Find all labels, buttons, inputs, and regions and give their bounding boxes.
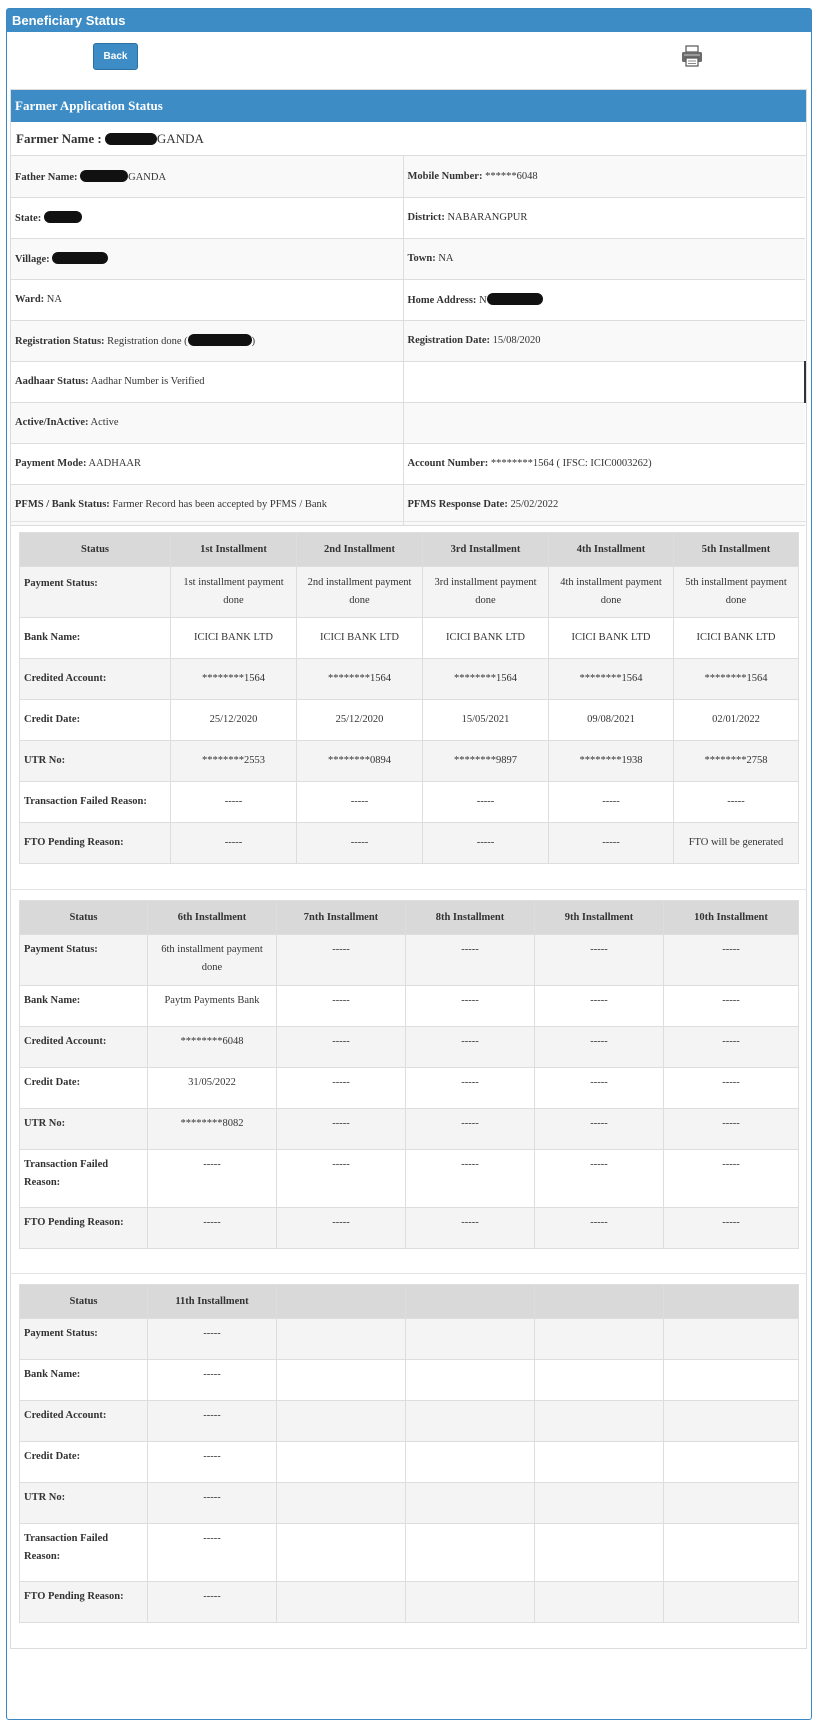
town-cell <box>403 238 805 279</box>
pfms-date-cell <box>403 484 805 525</box>
table-cell: ----- <box>423 782 549 823</box>
active-inactive-value: Active <box>90 417 119 428</box>
row-label: Credited Account: <box>20 1401 148 1442</box>
registration-date-value: 15/08/2020 <box>492 335 541 346</box>
row-label: Credit Date: <box>20 700 171 741</box>
table-cell: ----- <box>277 986 406 1027</box>
ward-cell <box>11 279 403 320</box>
table-cell <box>406 1483 535 1524</box>
table-cell: 15/05/2021 <box>423 700 549 741</box>
installment-header: 1st Installment <box>171 533 297 567</box>
table-cell <box>664 1483 799 1524</box>
row-label: Payment Status: <box>20 935 148 986</box>
installment-header: 10th Installment <box>664 901 799 935</box>
table-cell <box>277 1401 406 1442</box>
payment-mode-value: AADHAAR <box>88 458 141 469</box>
table-row <box>20 741 799 782</box>
farmer-info-grid <box>11 156 806 526</box>
installment-header: 9th Installment <box>535 901 664 935</box>
table-cell <box>535 1483 664 1524</box>
table-cell: ----- <box>406 986 535 1027</box>
farmer-name-value: GANDA <box>156 131 204 146</box>
table-row <box>20 1401 799 1442</box>
table-row <box>20 1109 799 1150</box>
table-cell: ----- <box>148 1442 277 1483</box>
status-header: Status <box>20 901 148 935</box>
table-row <box>20 659 799 700</box>
table-cell: ----- <box>148 1360 277 1401</box>
status-header: Status <box>20 533 171 567</box>
installment-header: 11th Installment <box>148 1285 277 1319</box>
father-name-value: GANDA <box>128 171 167 183</box>
table-cell: ICICI BANK LTD <box>297 618 423 659</box>
table-row <box>20 1150 799 1208</box>
ward-value: NA <box>46 294 62 305</box>
village-cell <box>11 238 403 279</box>
table-row <box>20 1360 799 1401</box>
table-cell: ----- <box>277 1208 406 1249</box>
table-cell: ----- <box>406 1027 535 1068</box>
table-cell: ICICI BANK LTD <box>674 618 799 659</box>
back-button[interactable]: Back <box>93 43 138 70</box>
aadhaar-status-value: Aadhar Number is Verified <box>90 376 205 387</box>
table-row <box>20 823 799 864</box>
table-cell <box>277 1483 406 1524</box>
table-cell: ----- <box>277 1068 406 1109</box>
table-cell: ********1564 <box>549 659 674 700</box>
table-cell: ----- <box>148 1401 277 1442</box>
status-header: Status <box>20 1285 148 1319</box>
table-cell: ----- <box>406 1109 535 1150</box>
farmer-name-row <box>11 122 806 156</box>
table-header-row <box>20 533 799 567</box>
table-cell: ----- <box>674 782 799 823</box>
table-cell: ----- <box>406 1150 535 1208</box>
aadhaar-status-label: Aadhaar Status: <box>15 376 89 387</box>
row-label: Transaction Failed Reason: <box>20 1150 148 1208</box>
mobile-value: ******6048 <box>485 170 538 182</box>
table-cell <box>664 1401 799 1442</box>
row-label: UTR No: <box>20 1483 148 1524</box>
table-cell <box>277 1582 406 1623</box>
registration-status-suffix: ) <box>251 336 256 347</box>
table-cell: ----- <box>535 1027 664 1068</box>
table-cell: 2nd installment payment done <box>297 567 423 618</box>
table-cell <box>535 1360 664 1401</box>
table-row <box>20 1582 799 1623</box>
table-cell: 02/01/2022 <box>674 700 799 741</box>
empty-cell <box>403 361 805 402</box>
table-cell: ----- <box>297 782 423 823</box>
table-cell <box>535 1582 664 1623</box>
table-cell: ----- <box>297 823 423 864</box>
table-row <box>20 618 799 659</box>
row-label: Bank Name: <box>20 1360 148 1401</box>
table-cell: ----- <box>664 1150 799 1208</box>
table-cell: 25/12/2020 <box>171 700 297 741</box>
table-cell: ICICI BANK LTD <box>171 618 297 659</box>
table-cell: ----- <box>664 935 799 986</box>
table-cell: Paytm Payments Bank <box>148 986 277 1027</box>
town-label: Town: <box>407 253 436 264</box>
table-cell: ICICI BANK LTD <box>549 618 674 659</box>
table-cell: 4th installment payment done <box>549 567 674 618</box>
installment-header: 4th Installment <box>549 533 674 567</box>
table-row <box>20 935 799 986</box>
table-cell: ********8082 <box>148 1109 277 1150</box>
table-cell: ----- <box>148 1483 277 1524</box>
table-row <box>20 986 799 1027</box>
pfms-status-value: Farmer Record has been accepted by PFMS / Bank <box>112 499 328 510</box>
table-cell <box>664 1524 799 1582</box>
table-cell <box>535 1319 664 1360</box>
table-cell: ********2553 <box>171 741 297 782</box>
account-number-cell <box>403 443 805 484</box>
table-cell: 6th installment payment done <box>148 935 277 986</box>
table-cell: 09/08/2021 <box>549 700 674 741</box>
table-cell <box>277 1442 406 1483</box>
table-cell: ********1564 <box>297 659 423 700</box>
table-cell <box>277 1524 406 1582</box>
mobile-label: Mobile Number: <box>407 170 483 182</box>
district-value: NABARANGPUR <box>447 212 528 223</box>
mobile-cell <box>403 156 805 197</box>
table-cell: ----- <box>423 823 549 864</box>
table-cell: ----- <box>277 1109 406 1150</box>
district-cell <box>403 197 805 238</box>
table-cell <box>406 1582 535 1623</box>
installment-header: 2nd Installment <box>297 533 423 567</box>
table-cell: ----- <box>171 823 297 864</box>
table-cell: ----- <box>535 1109 664 1150</box>
installment-header <box>664 1285 799 1319</box>
account-number-value: ********1564 ( IFSC: ICIC0003262) <box>490 458 652 469</box>
table-cell: ----- <box>535 935 664 986</box>
table-cell <box>406 1524 535 1582</box>
table-cell: ----- <box>277 1027 406 1068</box>
registration-status-label: Registration Status: <box>15 336 105 347</box>
registration-date-label: Registration Date: <box>407 335 491 346</box>
installment-header: 3rd Installment <box>423 533 549 567</box>
table-cell: ********9897 <box>423 741 549 782</box>
printer-icon[interactable] <box>680 44 704 68</box>
installment-header: 8th Installment <box>406 901 535 935</box>
table-cell: ICICI BANK LTD <box>423 618 549 659</box>
panel-title: Beneficiary Status <box>7 9 811 32</box>
table-cell: 3rd installment payment done <box>423 567 549 618</box>
table-cell: ----- <box>535 1068 664 1109</box>
village-label: Village: <box>15 254 50 265</box>
row-label: FTO Pending Reason: <box>20 1582 148 1623</box>
table-row <box>20 700 799 741</box>
table-cell: ----- <box>535 986 664 1027</box>
installment-header: 7nth Installment <box>277 901 406 935</box>
table-header-row <box>20 901 799 935</box>
table-cell: ----- <box>148 1524 277 1582</box>
redacted-value <box>188 334 252 346</box>
table-cell: ********0894 <box>297 741 423 782</box>
table-cell: ----- <box>406 1208 535 1249</box>
farmer-name-label: Farmer Name : <box>16 131 102 146</box>
installment-header <box>277 1285 406 1319</box>
table-cell: ----- <box>664 1208 799 1249</box>
table-cell: ----- <box>148 1208 277 1249</box>
table-cell <box>664 1319 799 1360</box>
installments-section-3 <box>10 1273 807 1623</box>
town-value: NA <box>438 253 454 264</box>
row-label: UTR No: <box>20 741 171 782</box>
table-cell <box>535 1524 664 1582</box>
registration-date-cell <box>403 320 805 361</box>
row-label: Credited Account: <box>20 659 171 700</box>
application-status-title: Farmer Application Status <box>11 90 806 122</box>
table-cell: ----- <box>664 1109 799 1150</box>
state-cell <box>11 197 403 238</box>
ward-label: Ward: <box>15 294 45 305</box>
table-cell: ********1564 <box>171 659 297 700</box>
table-cell <box>406 1442 535 1483</box>
row-label: Transaction Failed Reason: <box>20 782 171 823</box>
installments-section-2 <box>10 889 807 1249</box>
installments-table-1 <box>19 532 799 864</box>
row-label: Credit Date: <box>20 1068 148 1109</box>
pfms-status-cell <box>11 484 403 525</box>
payment-mode-label: Payment Mode: <box>15 458 87 469</box>
table-cell: ----- <box>148 1319 277 1360</box>
table-cell <box>406 1319 535 1360</box>
home-address-label: Home Address: <box>407 295 477 306</box>
table-row <box>20 782 799 823</box>
table-cell: ----- <box>277 935 406 986</box>
father-name-label: Father Name: <box>15 171 78 183</box>
installments-section-1 <box>10 521 807 864</box>
table-cell: ********1938 <box>549 741 674 782</box>
row-label: Bank Name: <box>20 986 148 1027</box>
row-label: Payment Status: <box>20 567 171 618</box>
table-cell: ----- <box>277 1150 406 1208</box>
home-address-cell <box>403 279 805 320</box>
empty-cell <box>403 402 805 443</box>
row-label: Payment Status: <box>20 1319 148 1360</box>
table-cell <box>406 1401 535 1442</box>
installment-header <box>535 1285 664 1319</box>
account-number-label: Account Number: <box>407 458 489 469</box>
pfms-date-label: PFMS Response Date: <box>407 499 508 510</box>
redacted-value <box>52 252 108 264</box>
table-cell: ----- <box>549 782 674 823</box>
row-label: Credited Account: <box>20 1027 148 1068</box>
row-label: Credit Date: <box>20 1442 148 1483</box>
table-row <box>20 1068 799 1109</box>
redacted-value <box>44 211 82 223</box>
table-row <box>20 1319 799 1360</box>
redacted-value <box>487 293 543 305</box>
state-label: State: <box>15 213 42 224</box>
table-cell <box>277 1360 406 1401</box>
table-cell: ----- <box>664 986 799 1027</box>
table-cell: ----- <box>535 1208 664 1249</box>
installments-table-2 <box>19 900 799 1249</box>
table-row <box>20 1208 799 1249</box>
table-row <box>20 1027 799 1068</box>
beneficiary-status-panel <box>6 8 812 1720</box>
row-label: FTO Pending Reason: <box>20 1208 148 1249</box>
table-cell: ----- <box>664 1068 799 1109</box>
table-row <box>20 1483 799 1524</box>
redacted-value <box>80 170 128 182</box>
table-cell: ----- <box>406 1068 535 1109</box>
table-cell: ********1564 <box>674 659 799 700</box>
table-cell <box>406 1360 535 1401</box>
pfms-date-value: 25/02/2022 <box>510 499 559 510</box>
table-header-row <box>20 1285 799 1319</box>
table-cell: ********2758 <box>674 741 799 782</box>
home-address-value: N <box>479 295 487 306</box>
table-cell <box>277 1319 406 1360</box>
active-inactive-cell <box>11 402 403 443</box>
active-inactive-label: Active/InActive: <box>15 417 89 428</box>
installment-header: 5th Installment <box>674 533 799 567</box>
table-cell: ----- <box>535 1150 664 1208</box>
table-cell: 5th installment payment done <box>674 567 799 618</box>
redacted-value <box>105 133 157 145</box>
table-cell: 25/12/2020 <box>297 700 423 741</box>
table-cell: ----- <box>171 782 297 823</box>
table-cell: ----- <box>549 823 674 864</box>
table-cell: 31/05/2022 <box>148 1068 277 1109</box>
row-label: FTO Pending Reason: <box>20 823 171 864</box>
registration-status-cell <box>11 320 403 361</box>
table-cell: ----- <box>406 935 535 986</box>
table-cell: FTO will be generated <box>674 823 799 864</box>
table-cell: ----- <box>148 1150 277 1208</box>
table-row <box>20 1524 799 1582</box>
table-cell: ********6048 <box>148 1027 277 1068</box>
payment-mode-cell <box>11 443 403 484</box>
table-cell <box>664 1442 799 1483</box>
table-cell <box>664 1582 799 1623</box>
father-name-cell <box>11 156 403 197</box>
table-cell: 1st installment payment done <box>171 567 297 618</box>
table-cell: ********1564 <box>423 659 549 700</box>
table-cell: ----- <box>148 1582 277 1623</box>
table-row <box>20 567 799 618</box>
registration-status-value: Registration done ( <box>107 336 188 347</box>
row-label: Bank Name: <box>20 618 171 659</box>
table-row <box>20 1442 799 1483</box>
table-cell: ----- <box>664 1027 799 1068</box>
table-cell <box>535 1401 664 1442</box>
row-label: Transaction Failed Reason: <box>20 1524 148 1582</box>
aadhaar-status-cell <box>11 361 403 402</box>
installment-header <box>406 1285 535 1319</box>
table-cell <box>664 1360 799 1401</box>
row-label: UTR No: <box>20 1109 148 1150</box>
installment-header: 6th Installment <box>148 901 277 935</box>
pfms-status-label: PFMS / Bank Status: <box>15 499 110 510</box>
table-cell <box>535 1442 664 1483</box>
district-label: District: <box>407 212 445 223</box>
installments-table-3 <box>19 1284 799 1623</box>
